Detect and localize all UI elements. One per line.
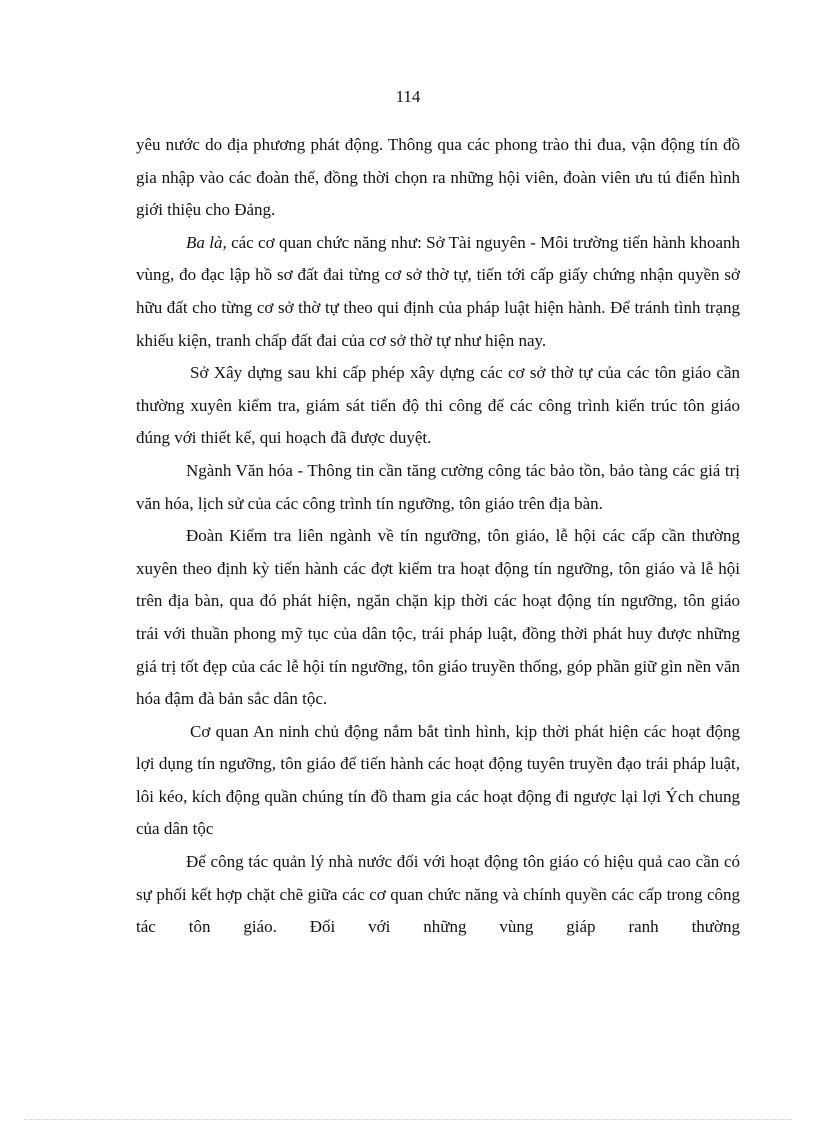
paragraph-2-line-1: các cơ quan chức năng như: Sở Tài nguyên - Môi trường tiến: [226, 232, 649, 252]
paragraph-5-line-1: Đoàn Kiểm tra liên ngành về tín ngưỡng, tôn giáo, lễ hội các cấp cần: [186, 526, 686, 546]
paragraph-6-line-4: hoạt động đi ngược lại lợi Ých chung của dân tộc: [136, 786, 740, 839]
paragraph-5: [136, 520, 740, 716]
paragraph-5-line-4: động tín ngưỡng, tôn giáo trái với thuần phong mỹ tục của dân tộc, trái pháp: [136, 591, 741, 643]
paragraph-6: [136, 716, 740, 846]
page-footer-rule: [24, 1119, 792, 1120]
paragraph-7-line-2: cao cần có sự phối kết hợp chặt chẽ giữa các cơ quan chức năng và chính: [136, 852, 741, 904]
paragraph-5-line-5: luật, đồng thời phát huy được những giá trị tốt đẹp của các lễ hội tín ngưỡng,: [136, 623, 741, 676]
paragraph-3: [136, 357, 740, 455]
paragraph-2-line-3: chứng nhận quyền sở hữu đất cho từng cơ sở thờ tự theo qui định của pháp: [136, 265, 740, 317]
paragraph-5-line-2: thường xuyên theo định kỳ tiến hành các đợt kiểm tra hoạt động tín ngưỡng,: [136, 526, 740, 578]
page-number: 114: [395, 87, 421, 106]
paragraph-2-line-4: luật hiện hành. Để tránh tình trạng khiếu kiện, tranh chấp đất đai của cơ sở thờ: [136, 297, 741, 350]
paragraph-3-line-2: giáo cần thường xuyên kiểm tra, giám sát tiến độ thi công để các công trình: [136, 363, 741, 415]
paragraph-6-line-1: Cơ quan An ninh chủ động nắm bắt tình hình, kịp thời phát hiện các: [190, 721, 667, 741]
paragraph-7-line-3: quyền các cấp trong công tác tôn giáo. Đối với những vùng giáp ranh thường: [136, 884, 740, 937]
paragraph-2-line-2: hành khoanh vùng, đo đạc lập hồ sơ đất đai từng cơ sở thờ tự, tiến tới cấp giấy: [136, 232, 741, 285]
paragraph-1-line-1: yêu nước do địa phương phát động. Thông qua các phong trào thi đua, vận: [136, 135, 656, 154]
paragraph-1-line-3: đoàn viên ưu tú điển hình giới thiệu cho Đảng.: [136, 167, 741, 220]
paragraph-3-line-1: Sở Xây dựng sau khi cấp phép xây dựng các cơ sở thờ tự của các tôn: [190, 363, 677, 383]
paragraph-7: [136, 846, 740, 944]
document-body: [136, 129, 740, 944]
paragraph-4-line-2: giá trị văn hóa, lịch sử của các công trình tín ngưỡng, tôn giáo trên địa bàn.: [136, 460, 740, 513]
paragraph-6-line-2: hoạt động lợi dụng tín ngưỡng, tôn giáo để tiến hành các hoạt động tuyên: [136, 721, 740, 774]
paragraph-2-lead: Ba là,: [186, 232, 227, 252]
paragraph-4-line-1: Ngành Văn hóa - Thông tin cần tăng cường công tác bảo tồn, bảo tàng các: [186, 460, 696, 480]
paragraph-1-line-2: động tín đồ gia nhập vào các đoàn thể, đồng thời chọn ra những hội viên,: [136, 135, 740, 187]
paragraph-2-line-5: tự như hiện nay.: [436, 330, 547, 350]
paragraph-2: [136, 227, 740, 357]
paragraph-7-line-1: Để công tác quản lý nhà nước đối với hoạt động tôn giáo có hiệu quả: [186, 852, 663, 872]
paragraph-3-line-3: kiến trúc tôn giáo đúng với thiết kế, qui hoạch đã được duyệt.: [136, 395, 741, 448]
paragraph-5-line-6: tôn giáo truyền thống, góp phần giữ gìn nền văn hóa đậm đà bản sắc dân tộc.: [136, 656, 740, 709]
paragraph-5-line-3: tôn giáo và lễ hội trên địa bàn, qua đó phát hiện, ngăn chặn kịp thời các hoạt: [136, 558, 741, 611]
paragraph-6-line-3: truyền đạo trái pháp luật, lôi kéo, kích động quần chúng tín đồ tham gia các: [136, 754, 741, 806]
paragraph-1: [136, 129, 740, 227]
paragraph-4: [136, 455, 740, 520]
